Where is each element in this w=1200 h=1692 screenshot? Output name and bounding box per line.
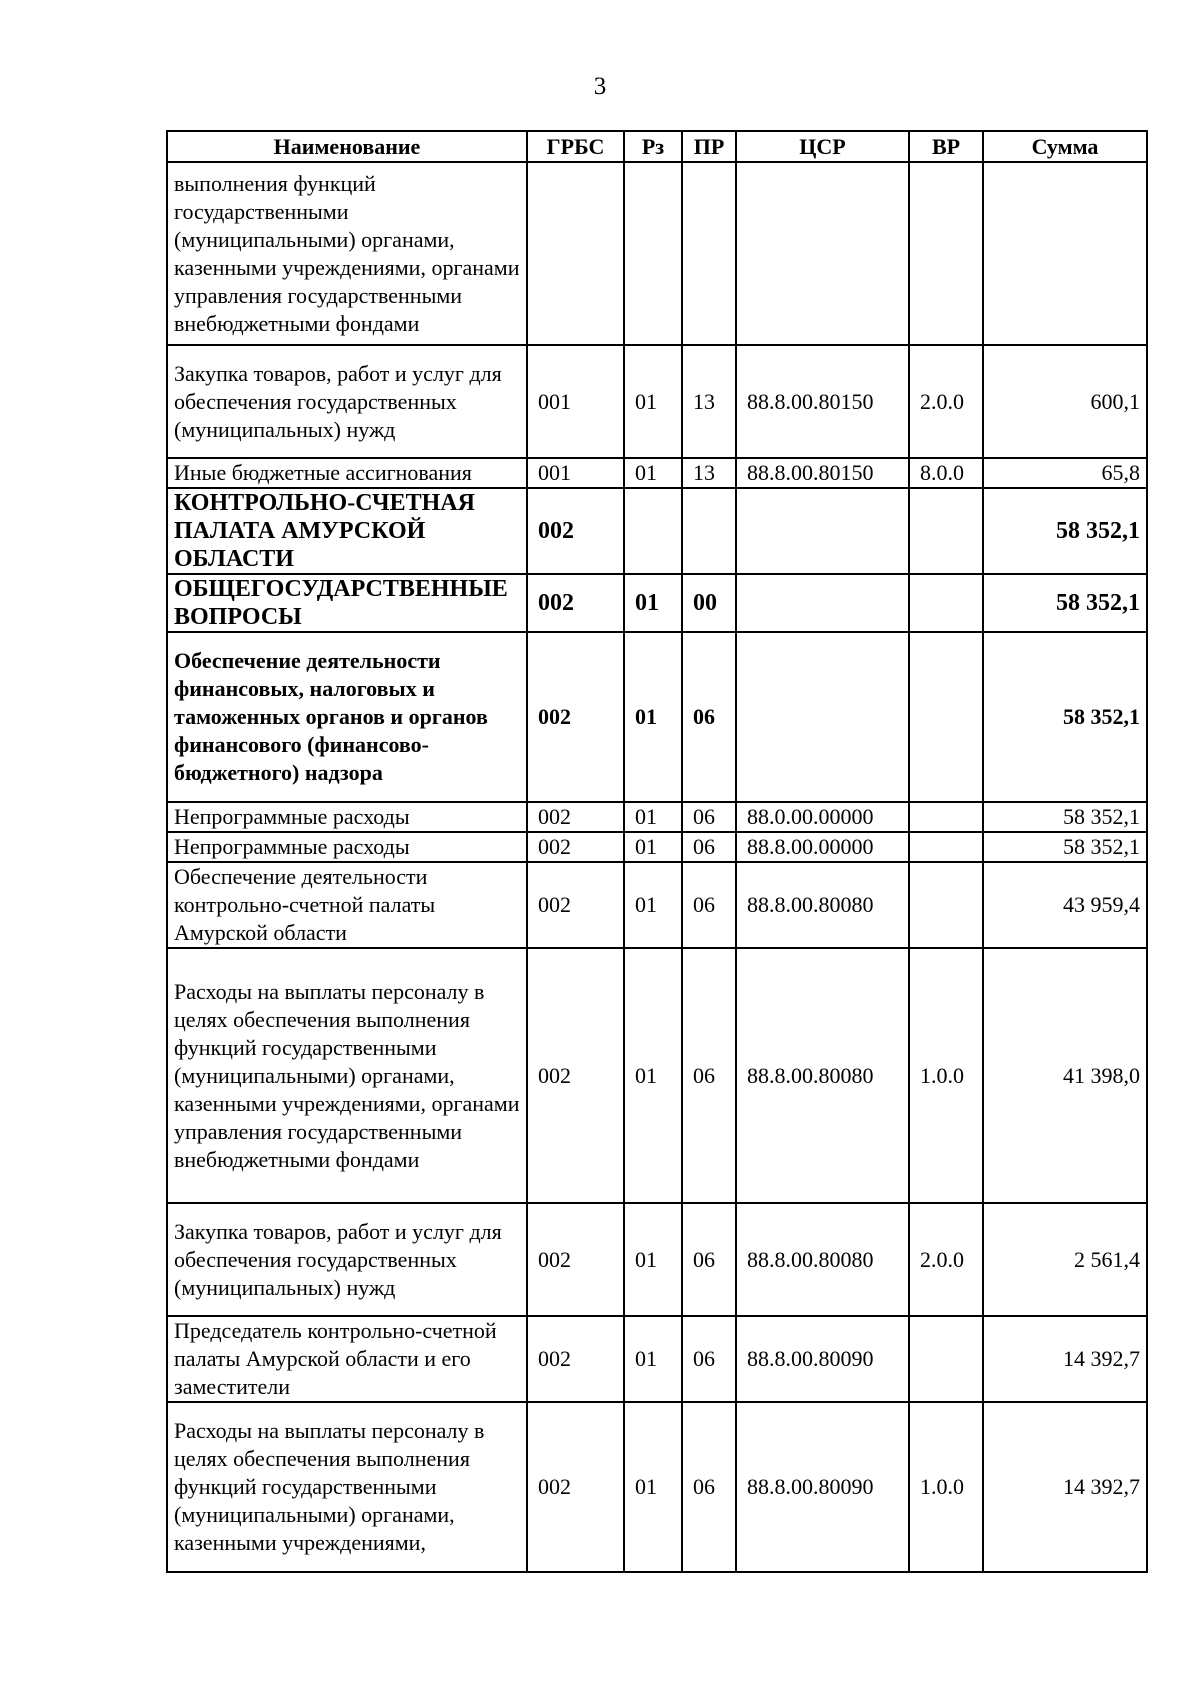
row-name: Расходы на выплаты персоналу в целях обеспечения выполнения функций государственными (муниципальными) органами, казенными учреждениями, bbox=[167, 1402, 527, 1572]
row-sum: 58 352,1 bbox=[983, 802, 1147, 832]
row-vr: 1.0.0 bbox=[909, 1402, 983, 1572]
row-csr: 88.8.00.80080 bbox=[736, 948, 909, 1203]
row-name: выполнения функций государственными (муниципальными) органами, казенными учреждениями, органами управления государственными внебюджетными фондами bbox=[167, 162, 527, 345]
row-grbs: 002 bbox=[527, 862, 624, 948]
row-grbs: 002 bbox=[527, 1316, 624, 1402]
row-rz: 01 bbox=[624, 1203, 682, 1316]
header-rz: Рз bbox=[624, 131, 682, 162]
table-row bbox=[167, 345, 1147, 458]
table-row bbox=[167, 1402, 1147, 1572]
row-pr: 06 bbox=[682, 832, 736, 862]
row-name: Обеспечение деятельности контрольно-счетной палаты Амурской области bbox=[167, 862, 527, 948]
header-name: Наименование bbox=[167, 131, 527, 162]
row-csr: 88.8.00.00000 bbox=[736, 832, 909, 862]
row-sum: 65,8 bbox=[983, 458, 1147, 488]
table-row bbox=[167, 574, 1147, 632]
row-vr bbox=[909, 1316, 983, 1402]
row-grbs: 002 bbox=[527, 832, 624, 862]
table-row bbox=[167, 802, 1147, 832]
row-rz: 01 bbox=[624, 832, 682, 862]
row-pr: 06 bbox=[682, 802, 736, 832]
page-number: 3 bbox=[593, 73, 607, 100]
row-sum: 58 352,1 bbox=[983, 574, 1147, 632]
row-rz: 01 bbox=[624, 458, 682, 488]
row-pr: 00 bbox=[682, 574, 736, 632]
row-csr bbox=[736, 574, 909, 632]
table-header-row bbox=[167, 131, 1147, 162]
row-name: Председатель контрольно-счетной палаты Амурской области и его заместители bbox=[167, 1316, 527, 1402]
row-grbs: 001 bbox=[527, 458, 624, 488]
row-vr bbox=[909, 802, 983, 832]
row-vr: 8.0.0 bbox=[909, 458, 983, 488]
row-csr: 88.8.00.80150 bbox=[736, 458, 909, 488]
row-vr bbox=[909, 832, 983, 862]
table-row bbox=[167, 162, 1147, 345]
row-csr: 88.8.00.80090 bbox=[736, 1402, 909, 1572]
row-rz bbox=[624, 488, 682, 574]
row-sum: 58 352,1 bbox=[983, 632, 1147, 802]
table-row bbox=[167, 632, 1147, 802]
row-pr bbox=[682, 488, 736, 574]
row-vr bbox=[909, 488, 983, 574]
table-row bbox=[167, 948, 1147, 1203]
row-pr: 06 bbox=[682, 1402, 736, 1572]
row-pr: 06 bbox=[682, 632, 736, 802]
row-rz: 01 bbox=[624, 574, 682, 632]
row-pr bbox=[682, 162, 736, 345]
row-vr bbox=[909, 574, 983, 632]
row-grbs: 001 bbox=[527, 345, 624, 458]
row-name: Обеспечение деятельности финансовых, налоговых и таможенных органов и органов финансового (финансово-бюджетного) надзора bbox=[167, 632, 527, 802]
row-grbs: 002 bbox=[527, 948, 624, 1203]
row-rz: 01 bbox=[624, 1402, 682, 1572]
row-pr: 13 bbox=[682, 458, 736, 488]
table-row bbox=[167, 1316, 1147, 1402]
row-rz bbox=[624, 162, 682, 345]
header-vr: ВР bbox=[909, 131, 983, 162]
header-pr: ПР bbox=[682, 131, 736, 162]
row-csr: 88.8.00.80150 bbox=[736, 345, 909, 458]
header-csr: ЦСР bbox=[736, 131, 909, 162]
row-name: Иные бюджетные ассигнования bbox=[167, 458, 527, 488]
row-grbs bbox=[527, 162, 624, 345]
row-name: Непрограммные расходы bbox=[167, 802, 527, 832]
row-name: КОНТРОЛЬНО-СЧЕТНАЯ ПАЛАТА АМУРСКОЙ ОБЛАСТИ bbox=[167, 488, 527, 574]
row-sum bbox=[983, 162, 1147, 345]
row-pr: 06 bbox=[682, 862, 736, 948]
row-name: Закупка товаров, работ и услуг для обеспечения государственных (муниципальных) нужд bbox=[167, 345, 527, 458]
row-rz: 01 bbox=[624, 1316, 682, 1402]
header-grbs: ГРБС bbox=[527, 131, 624, 162]
row-sum: 58 352,1 bbox=[983, 832, 1147, 862]
row-csr: 88.0.00.00000 bbox=[736, 802, 909, 832]
row-name: Закупка товаров, работ и услуг для обеспечения государственных (муниципальных) нужд bbox=[167, 1203, 527, 1316]
row-csr: 88.8.00.80080 bbox=[736, 1203, 909, 1316]
row-name: Расходы на выплаты персоналу в целях обеспечения выполнения функций государственными (муниципальными) органами, казенными учреждениями, органами управления государственными внебюджетными фондами bbox=[167, 948, 527, 1203]
table-row bbox=[167, 458, 1147, 488]
row-rz: 01 bbox=[624, 802, 682, 832]
row-vr bbox=[909, 632, 983, 802]
row-pr: 13 bbox=[682, 345, 736, 458]
row-vr: 2.0.0 bbox=[909, 345, 983, 458]
row-grbs: 002 bbox=[527, 632, 624, 802]
row-sum: 41 398,0 bbox=[983, 948, 1147, 1203]
row-sum: 58 352,1 bbox=[983, 488, 1147, 574]
row-csr bbox=[736, 488, 909, 574]
row-sum: 14 392,7 bbox=[983, 1316, 1147, 1402]
row-rz: 01 bbox=[624, 948, 682, 1203]
row-sum: 43 959,4 bbox=[983, 862, 1147, 948]
row-pr: 06 bbox=[682, 1203, 736, 1316]
row-rz: 01 bbox=[624, 862, 682, 948]
budget-table bbox=[166, 130, 1148, 1573]
row-sum: 14 392,7 bbox=[983, 1402, 1147, 1572]
table-row bbox=[167, 862, 1147, 948]
row-grbs: 002 bbox=[527, 488, 624, 574]
row-name: Непрограммные расходы bbox=[167, 832, 527, 862]
row-grbs: 002 bbox=[527, 802, 624, 832]
row-grbs: 002 bbox=[527, 1402, 624, 1572]
row-csr bbox=[736, 632, 909, 802]
row-rz: 01 bbox=[624, 345, 682, 458]
row-vr bbox=[909, 862, 983, 948]
row-vr: 1.0.0 bbox=[909, 948, 983, 1203]
row-rz: 01 bbox=[624, 632, 682, 802]
row-name: ОБЩЕГОСУДАРСТВЕННЫЕ ВОПРОСЫ bbox=[167, 574, 527, 632]
row-pr: 06 bbox=[682, 1316, 736, 1402]
row-sum: 2 561,4 bbox=[983, 1203, 1147, 1316]
table-row bbox=[167, 1203, 1147, 1316]
row-csr bbox=[736, 162, 909, 345]
row-sum: 600,1 bbox=[983, 345, 1147, 458]
row-csr: 88.8.00.80080 bbox=[736, 862, 909, 948]
row-grbs: 002 bbox=[527, 574, 624, 632]
row-grbs: 002 bbox=[527, 1203, 624, 1316]
table-row bbox=[167, 832, 1147, 862]
header-sum: Сумма bbox=[983, 131, 1147, 162]
row-pr: 06 bbox=[682, 948, 736, 1203]
table-row bbox=[167, 488, 1147, 574]
row-csr: 88.8.00.80090 bbox=[736, 1316, 909, 1402]
row-vr: 2.0.0 bbox=[909, 1203, 983, 1316]
row-vr bbox=[909, 162, 983, 345]
